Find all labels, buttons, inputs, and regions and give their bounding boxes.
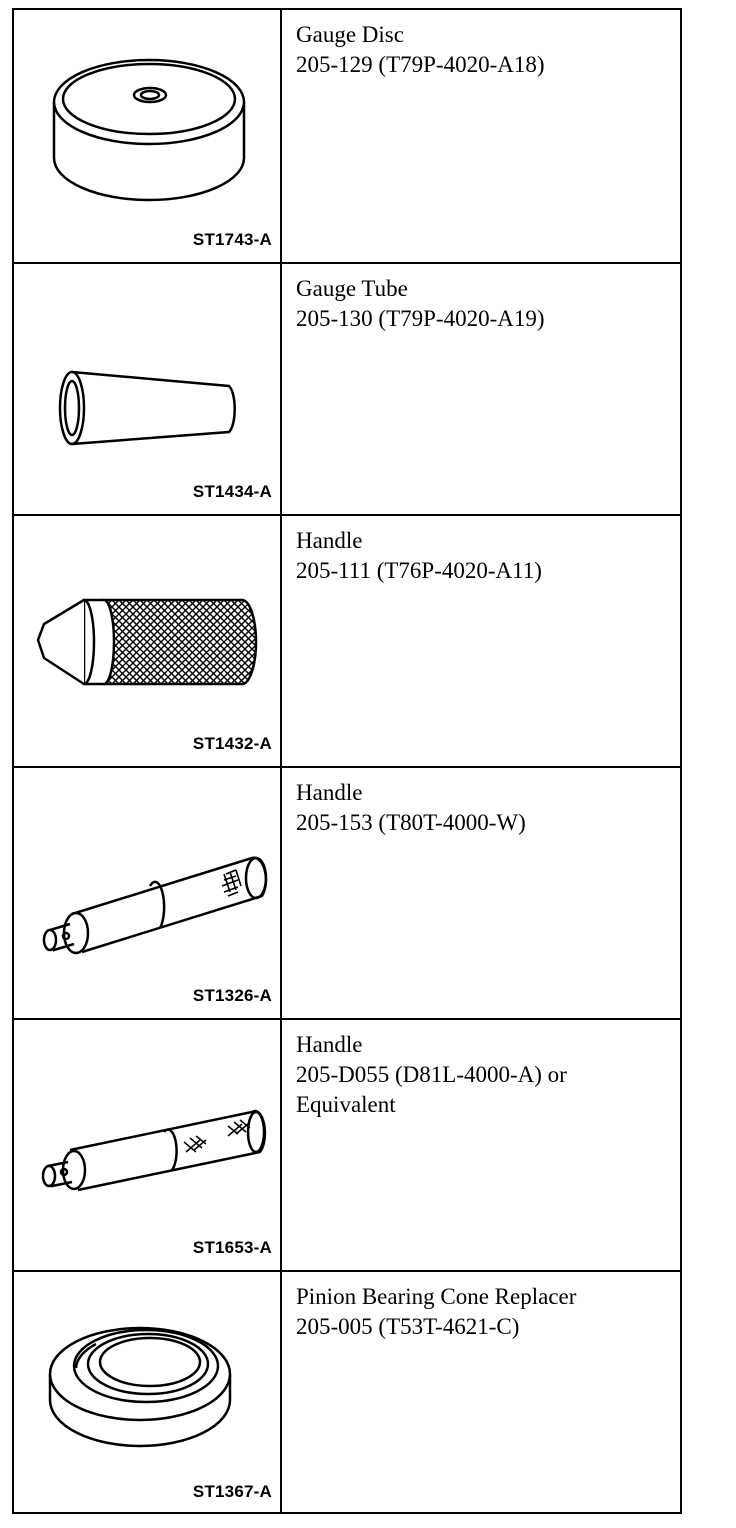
tool-row: [14, 1018, 680, 1270]
tool-illustration-cell: [14, 516, 282, 766]
tool-description: [296, 1282, 672, 1342]
tool-name: Handle: [296, 780, 363, 805]
tool-illustration-cell: [14, 1272, 282, 1514]
tool-illustration-cell: [14, 1020, 282, 1270]
illustration-code: ST1653-A: [192, 1238, 272, 1257]
special-tools-table: [12, 8, 682, 1514]
tool-name: Pinion Bearing Cone Replacer: [296, 1284, 577, 1309]
handle-icon: [14, 768, 280, 1018]
knurled-handle-icon: [14, 516, 280, 766]
tool-description: [296, 20, 672, 80]
tool-number: 205-005 (T53T-4621-C): [296, 1314, 520, 1339]
tool-row: [14, 10, 680, 262]
tool-description: [296, 778, 672, 838]
illustration-code: ST1367-A: [192, 1482, 272, 1501]
illustration-code: ST1743-A: [192, 230, 272, 249]
tool-row: [14, 262, 680, 514]
tool-number: 205-111 (T76P-4020-A11): [296, 558, 542, 583]
illustration-code: ST1326-A: [192, 986, 272, 1005]
tool-name: Gauge Disc: [296, 22, 404, 47]
tool-name: Gauge Tube: [296, 276, 408, 301]
tool-name: Handle: [296, 528, 363, 553]
tool-row: [14, 766, 680, 1018]
handle-icon: [14, 1020, 280, 1270]
gauge-tube-icon: [14, 264, 280, 514]
tool-number-continued: Equivalent: [296, 1092, 396, 1117]
gauge-disc-icon: [14, 10, 280, 260]
tool-number: 205-D055 (D81L-4000-A) or: [296, 1062, 567, 1087]
tool-name: Handle: [296, 1032, 363, 1057]
tool-row: [14, 1270, 680, 1514]
tool-illustration-cell: [14, 264, 282, 514]
tool-number: 205-129 (T79P-4020-A18): [296, 52, 545, 77]
illustration-code: ST1434-A: [192, 482, 272, 501]
tool-number: 205-153 (T80T-4000-W): [296, 810, 526, 835]
tool-illustration-cell: [14, 768, 282, 1018]
tool-row: [14, 514, 680, 766]
tool-description: [296, 274, 672, 334]
bearing-cone-replacer-icon: [14, 1272, 280, 1514]
illustration-code: ST1432-A: [192, 734, 272, 753]
tool-number: 205-130 (T79P-4020-A19): [296, 306, 545, 331]
tool-description: [296, 526, 672, 586]
tool-illustration-cell: [14, 10, 282, 262]
tool-description: [296, 1030, 672, 1120]
